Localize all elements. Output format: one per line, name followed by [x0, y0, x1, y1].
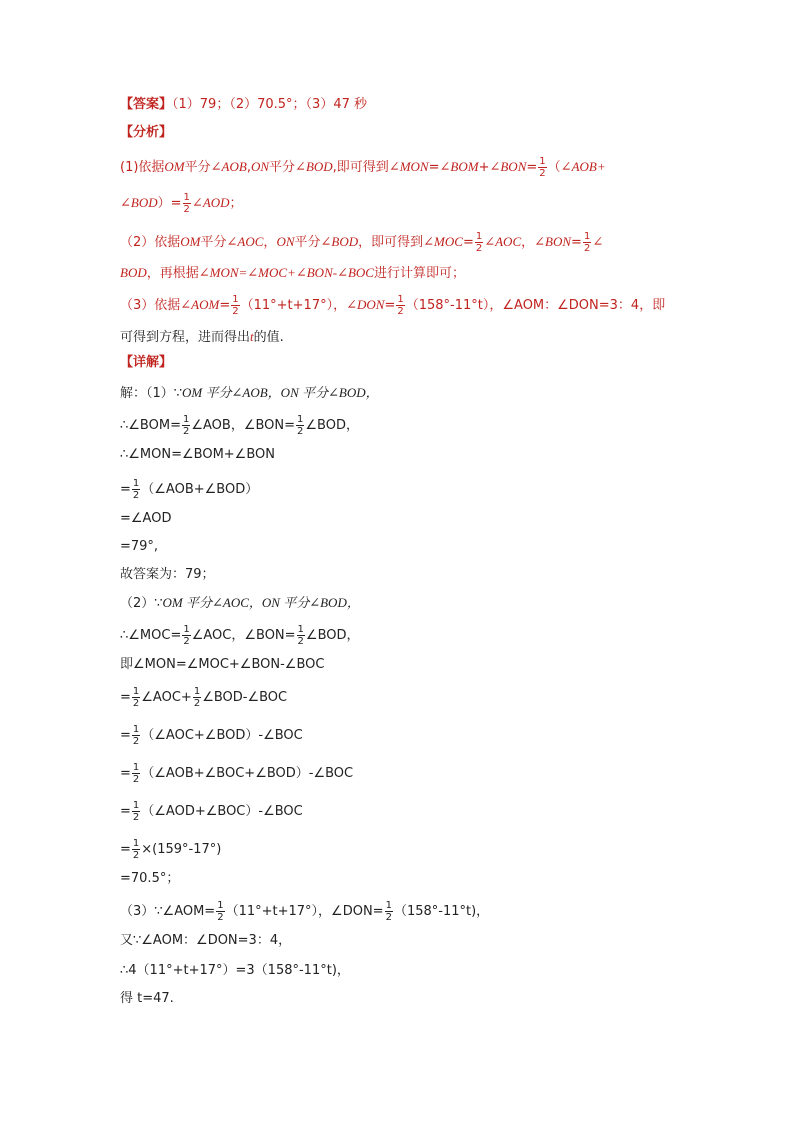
num: 1 [132, 838, 140, 849]
num: 1 [583, 231, 591, 242]
den: 2 [232, 306, 239, 317]
text: （∠AOC+∠BOD）-∠BOC [141, 728, 303, 743]
text: = [428, 160, 440, 175]
text: (1)依据 [120, 160, 165, 175]
detail-line-19 [120, 962, 350, 980]
text: 解：（1）∵ [120, 386, 183, 401]
num: 1 [297, 414, 304, 425]
math: ∠MON [388, 159, 429, 174]
num: 1 [132, 800, 140, 811]
text: = [120, 804, 131, 819]
num: 1 [539, 156, 546, 167]
math: OM [164, 159, 185, 174]
den: 2 [132, 774, 140, 785]
text: =79°, [120, 539, 159, 554]
num: 1 [182, 414, 190, 425]
detail-line-10 [120, 656, 324, 674]
text: 平分 [200, 235, 227, 250]
den: 2 [132, 736, 140, 747]
math: ∠BOM [439, 159, 479, 174]
analysis-line-2 [120, 192, 243, 215]
fraction-half [385, 900, 393, 923]
text: ∴∠BOM= [120, 418, 181, 433]
math: ∠AOC [226, 234, 264, 249]
num: 1 [297, 624, 304, 635]
text: （ [547, 160, 561, 175]
math: t [250, 329, 254, 344]
text: （∠AOB+∠BOC+∠BOD）-∠BOC [141, 766, 354, 781]
detail-line-1 [120, 384, 379, 403]
detail-line-15 [120, 838, 221, 861]
text: 故答案为：79； [120, 567, 215, 582]
text: 平分 [294, 235, 321, 250]
fraction-half [583, 231, 591, 254]
text: = [120, 690, 131, 705]
text: = [120, 766, 131, 781]
detail-line-9 [120, 624, 360, 647]
text: 即∠MON=∠MOC+∠BON-∠BOC [120, 657, 325, 672]
math: OM [180, 234, 201, 249]
text: ∠BOD， [305, 628, 360, 643]
math: ∠AOB+ [560, 159, 606, 174]
detail-tag: 【详解】 [120, 355, 173, 370]
den: 2 [475, 243, 483, 254]
text: ∠AOM：∠DON=3：4，即 [502, 298, 666, 313]
text: 进行计算即可； [373, 266, 465, 281]
text: 可得到方程，进而得出 [120, 330, 251, 345]
math: ∠BOD [120, 195, 158, 210]
math: ∠BOD [320, 234, 359, 249]
num: 1 [132, 686, 140, 697]
den: 2 [183, 636, 190, 647]
text: = [571, 235, 582, 250]
math: ∠AOB [210, 159, 247, 174]
fraction-half [182, 624, 190, 647]
num: 1 [183, 192, 190, 203]
text: = [120, 842, 131, 857]
num: 1 [183, 624, 190, 635]
text: = [526, 160, 538, 175]
text: ∠AOB，∠BON= [191, 418, 296, 433]
text: = [219, 298, 231, 313]
text: , [246, 160, 251, 175]
fraction-half [193, 686, 201, 709]
text: =70.5°； [120, 871, 180, 886]
text: （158°-11°t)， [393, 904, 490, 919]
fraction-half [132, 724, 140, 747]
den: 2 [183, 204, 190, 215]
math: ON [276, 234, 295, 249]
fraction-half [538, 156, 546, 179]
analysis-line-3: （2）依据OM平分∠AOC，ON平分∠BOD，即可得到∠MOC= $\frac{1}{2}$ ∠AOC，∠BON= $\frac{1}{2}$ ∠ [120, 231, 604, 254]
text: = [170, 196, 182, 211]
detail-line-17 [120, 900, 489, 923]
text: （158°-11°t）， [405, 298, 503, 313]
detail-line-20 [120, 990, 174, 1008]
fraction-half [132, 800, 140, 823]
math: ON [250, 159, 270, 174]
fraction-half [182, 414, 190, 437]
math: ∠DON [346, 297, 385, 312]
math: ∠AOM [180, 297, 220, 312]
math: ∠MOC [423, 234, 463, 249]
fraction-half [132, 478, 140, 501]
num: 1 [397, 294, 404, 305]
text: ×(159°-17°) [141, 842, 222, 857]
text: =∠AOD [120, 511, 172, 526]
text: ； [229, 196, 243, 211]
fraction-half [132, 686, 140, 709]
text: OM 平分∠AOB，ON 平分∠BOD， [182, 385, 379, 400]
num: 1 [132, 724, 140, 735]
fraction-half [296, 414, 304, 437]
fraction-half [132, 762, 140, 785]
detail-line-11 [120, 686, 287, 709]
text: = [120, 482, 131, 497]
num: 1 [385, 900, 392, 911]
num: 1 [217, 900, 224, 911]
analysis-line-5 [120, 294, 665, 317]
den: 2 [397, 306, 404, 317]
fraction-half [297, 624, 305, 647]
text: ∴∠MOC= [120, 628, 182, 643]
text: （2）∵ [120, 596, 163, 611]
detail-line-8 [120, 594, 360, 613]
text: ∠BOD-∠BOC [202, 690, 288, 705]
text: ，再根据 [146, 266, 199, 281]
text: = [120, 728, 131, 743]
text: 又∵∠AOM：∠DON=3：4， [120, 933, 292, 948]
text: 得 t=47. [120, 991, 174, 1006]
fraction-half [183, 192, 191, 215]
analysis-line-1 [120, 156, 606, 179]
analysis-line-4 [120, 264, 465, 283]
text: ∴∠MON=∠BOM+∠BON [120, 447, 275, 462]
den: 2 [539, 168, 546, 179]
num: 1 [475, 231, 483, 242]
detail-line-3 [120, 446, 275, 464]
answer-tag: 【答案】 [120, 97, 173, 112]
den: 2 [297, 426, 304, 437]
text: 平分 [184, 160, 211, 175]
fraction-half [475, 231, 483, 254]
detail-line-12 [120, 724, 303, 747]
detail-line-18 [120, 932, 291, 950]
text: ∠BOD， [305, 418, 359, 433]
text: ∠AOC+ [141, 690, 192, 705]
text: （3）∵∠AOM= [120, 904, 216, 919]
math: ∠BON [534, 234, 572, 249]
den: 2 [132, 698, 140, 709]
text: OM 平分∠AOC，ON 平分∠BOD， [162, 595, 360, 610]
math: ∠AOD [191, 195, 230, 210]
fraction-half [231, 294, 239, 317]
detail-line-16 [120, 870, 179, 888]
den: 2 [385, 912, 392, 923]
num: 1 [193, 686, 201, 697]
detail-line-14 [120, 800, 303, 823]
detail-line-5 [120, 510, 171, 528]
text: ∠AOC，∠BON= [191, 628, 296, 643]
text: = [462, 235, 474, 250]
text: （∠AOB+∠BOD） [141, 482, 259, 497]
den: 2 [182, 426, 190, 437]
answer-line [120, 96, 367, 114]
den: 2 [193, 698, 201, 709]
text: （11°+t+17°），∠DON= [225, 904, 384, 919]
num: 1 [132, 478, 140, 489]
den: 2 [132, 812, 140, 823]
text: 平分 [269, 160, 296, 175]
den: 2 [217, 912, 224, 923]
analysis-heading [120, 124, 172, 142]
analysis-tag: 【分析】 [120, 125, 173, 140]
text: ） [157, 196, 171, 211]
detail-line-7 [120, 566, 215, 584]
den: 2 [132, 850, 140, 861]
text: ∴4（11°+t+17°）=3（158°-11°t)， [120, 963, 350, 978]
detail-line-13 [120, 762, 353, 785]
text: = [384, 298, 396, 313]
num: 1 [232, 294, 239, 305]
num: 1 [132, 762, 140, 773]
math: BOD [120, 265, 147, 280]
fraction-half [216, 900, 224, 923]
fraction-half [396, 294, 404, 317]
text: ， [521, 235, 535, 250]
text: ,即可得到 [332, 160, 389, 175]
math: ∠BON [489, 159, 527, 174]
detail-line-4 [120, 478, 258, 501]
text: （∠AOD+∠BOC）-∠BOC [141, 804, 303, 819]
answer-text: （1）79；（2）70.5°；（3）47 秒 [172, 97, 367, 112]
detail-heading [120, 354, 172, 372]
math: ∠MON=∠MOC+∠BON-∠BOC [198, 265, 374, 280]
text: 的值. [253, 330, 284, 345]
text: ， [263, 235, 277, 250]
analysis-line-6 [120, 328, 284, 347]
fraction-half [132, 838, 140, 861]
text: （11°+t+17°）， [240, 298, 347, 313]
text: + [478, 160, 490, 175]
text: （2）依据 [120, 235, 181, 250]
detail-line-6 [120, 538, 158, 556]
math: ∠AOC [484, 234, 522, 249]
math: ∠BOD [295, 159, 333, 174]
den: 2 [297, 636, 304, 647]
den: 2 [132, 490, 140, 501]
text: ，即可得到 [358, 235, 424, 250]
text: （3）依据 [120, 298, 181, 313]
den: 2 [583, 243, 591, 254]
detail-line-2 [120, 414, 359, 437]
